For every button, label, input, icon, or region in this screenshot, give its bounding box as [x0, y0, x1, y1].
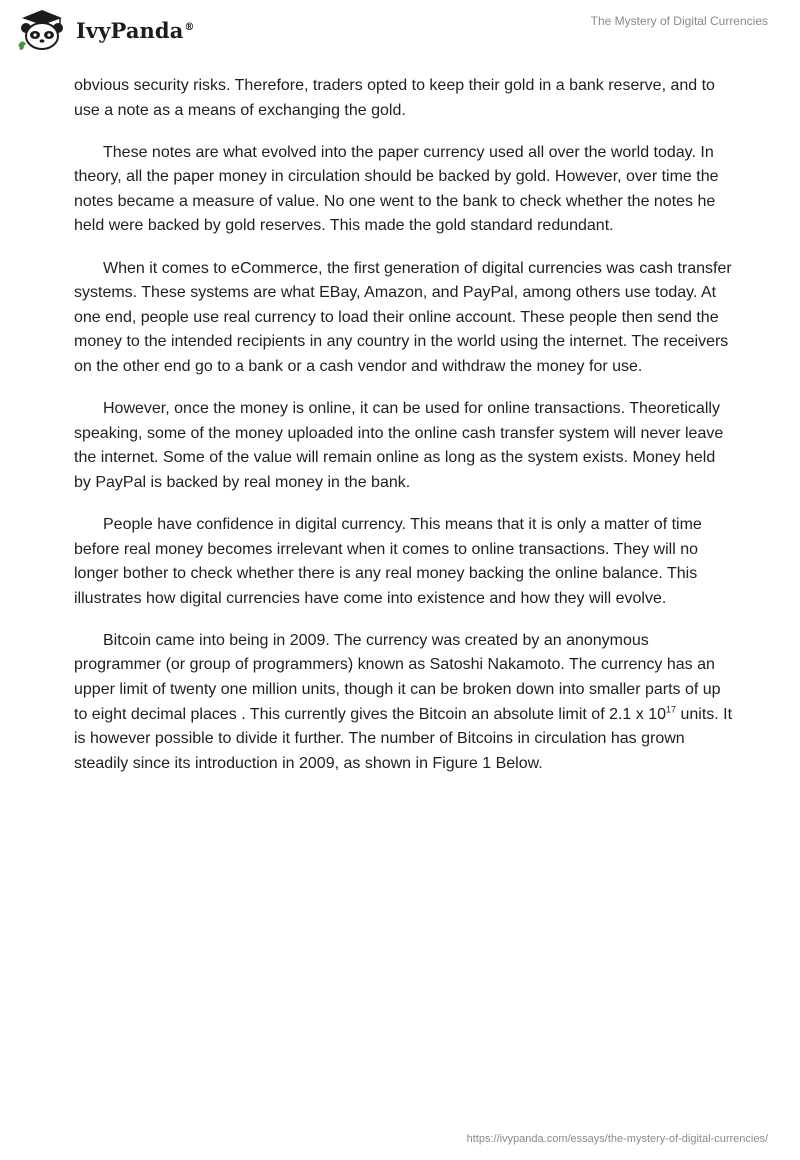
- paragraph-text-before: Bitcoin came into being in 2009. The currency was created by an anonymous programmer (or group of programmers) known as Satoshi Nakamoto. The currency has an upper limit of twenty one million units, though it can be broken down into smaller parts of up to eight decimal places . This currently gives the Bitcoin an absolute limit of 2.1 x 10: [74, 631, 721, 723]
- paragraph: However, once the money is online, it can be used for online transactions. Theoretically speaking, some of the money uploaded into the online cash transfer system will never leave the internet. Some of the value will remain online as long as the system exists. Money held by PayPal is backed by real money in the bank.: [74, 400, 724, 491]
- page-header: [0, 0, 800, 62]
- paragraph: When it comes to eCommerce, the first generation of digital currencies was cash transfer systems. These systems are what EBay, Amazon, and PayPal, among others use today. At one end, people use real currency to load their online account. These people then send the money to the intended recipients in any country in the world using the internet. The receivers on the other end go to a bank or a cash vendor and withdraw the money for use.: [74, 259, 732, 375]
- brand-name: IvyPanda®: [76, 17, 195, 43]
- paragraph-continued: obvious security risks. Therefore, traders opted to keep their gold in a bank reserve, and to use a note as a means of exchanging the gold.: [74, 77, 715, 119]
- ivypanda-logo[interactable]: [14, 8, 195, 52]
- paragraph: These notes are what evolved into the paper currency used all over the world today. In theory, all the paper money in circulation should be backed by gold. However, over time the notes became a measure of value. No one went to the bank to check whether the notes he held were backed by gold reserves. This made the gold standard redundant.: [74, 143, 719, 235]
- registered-mark: ®: [184, 21, 195, 33]
- bitcoin-paragraph: [74, 629, 734, 777]
- essay-body: [74, 74, 734, 794]
- paragraph-text-after: units. It is however possible to divide it further. The number of Bitcoins in circulation has grown steadily since its introduction in 2009, as shown in Figure 1 Below.: [74, 705, 733, 772]
- paragraph: People have confidence in digital currency. This means that it is only a matter of time before real money becomes irrelevant when it comes to online transactions. They will no longer bother to check whether there is any real money backing the online balance. This illustrates how digital currencies have come into existence and how they will evolve.: [74, 515, 702, 607]
- panda-graduate-icon: [14, 8, 70, 52]
- source-url[interactable]: https://ivypanda.com/essays/the-mystery-of-digital-currencies/: [466, 1133, 768, 1145]
- exponent: 17: [666, 704, 677, 715]
- document-title: The Mystery of Digital Currencies: [590, 14, 768, 28]
